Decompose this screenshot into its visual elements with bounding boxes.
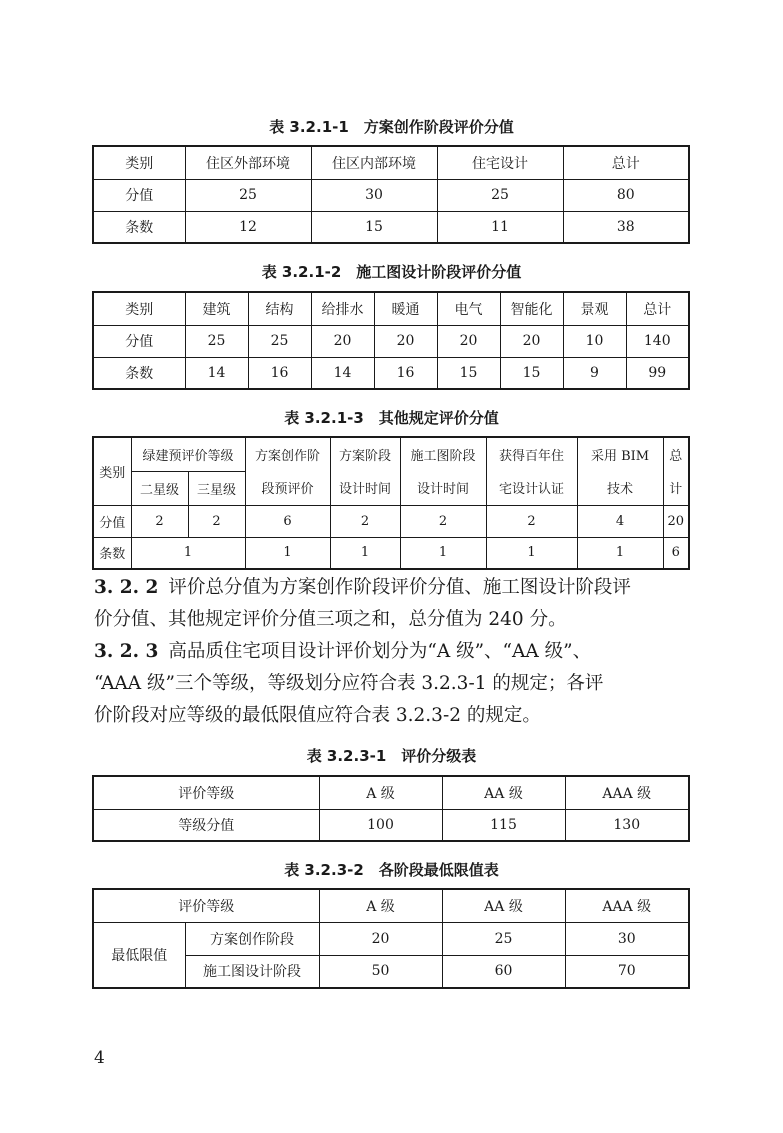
table-cell: 25 — [185, 179, 311, 211]
table-row — [93, 211, 689, 243]
paragraph-text: 高品质住宅项目设计评价划分为“A 级”、“AA 级”、 — [168, 641, 592, 662]
table-cell: 1 — [330, 537, 400, 569]
table-cell: 25 — [248, 325, 311, 357]
table-cell: 等级分值 — [93, 809, 319, 841]
table-cell: 25 — [437, 179, 563, 211]
table-3-2-1-2 — [92, 291, 690, 390]
table-row — [93, 505, 689, 537]
table-cell: 条数 — [93, 357, 185, 389]
table-3-2-3-1 — [92, 775, 690, 842]
table-header-cell: 住区内部环境 — [311, 146, 437, 179]
table-cell: 10 — [563, 325, 626, 357]
table-cell: 2 — [486, 505, 577, 537]
table-cell: 50 — [319, 955, 442, 988]
table-cell: 25 — [185, 325, 248, 357]
table-cell: 9 — [563, 357, 626, 389]
table-header-cell: 建筑 — [185, 292, 248, 325]
table-header-cell: 技术 — [577, 471, 663, 505]
table-header-cell: 电气 — [437, 292, 500, 325]
table-header-cell: 宅设计认证 — [486, 471, 577, 505]
table-cell: 60 — [442, 955, 565, 988]
paragraph-line: 价分值、其他规定评价分值三项之和，总分值为 240 分。 — [94, 609, 567, 630]
table-header-cell: 计 — [663, 471, 689, 505]
clause-number: 3. 2. 2 — [94, 577, 159, 598]
table-3-2-3-2-caption: 表 3.2.3-2 各阶段最低限值表 — [284, 861, 499, 879]
table-header-cell: A 级 — [319, 889, 442, 922]
table-cell: 条数 — [93, 211, 185, 243]
table-cell: 20 — [500, 325, 563, 357]
table-cell: 20 — [374, 325, 437, 357]
table-cell: 15 — [437, 357, 500, 389]
table-cell: 16 — [374, 357, 437, 389]
table-cell: 70 — [565, 955, 689, 988]
table-cell: 20 — [319, 922, 442, 955]
table-header-cell: 结构 — [248, 292, 311, 325]
table-cell: 2 — [131, 505, 188, 537]
table-3-2-1-2-caption: 表 3.2.1-2 施工图设计阶段评价分值 — [261, 263, 522, 281]
table-row — [93, 922, 689, 955]
table-header-cell: 设计时间 — [400, 471, 486, 505]
table-header-row — [93, 146, 689, 179]
table-cell: 12 — [185, 211, 311, 243]
table-cell: 130 — [565, 809, 689, 841]
table-3-2-1-3 — [92, 436, 690, 570]
table-cell: 38 — [563, 211, 689, 243]
table-cell: 分值 — [93, 179, 185, 211]
paragraph-line — [94, 572, 688, 604]
table-header-cell: 评价等级 — [93, 889, 319, 922]
table-cell: 15 — [311, 211, 437, 243]
table-cell: 施工图设计阶段 — [185, 955, 319, 988]
table-cell: 20 — [663, 505, 689, 537]
table-3-2-3-1-caption: 表 3.2.3-1 评价分级表 — [306, 747, 477, 765]
table-header-cell: 智能化 — [500, 292, 563, 325]
table-header-cell: A 级 — [319, 776, 442, 809]
table-header-cell: 评价等级 — [93, 776, 319, 809]
paragraph-line: “AAA 级”三个等级，等级划分应符合表 3.2.3-1 的规定；各评 — [94, 673, 604, 694]
table-cell: 11 — [437, 211, 563, 243]
table-header-cell: 总计 — [626, 292, 689, 325]
table-3-2-1-3-caption: 表 3.2.1-3 其他规定评价分值 — [284, 409, 499, 427]
table-3-2-1-1-caption: 表 3.2.1-1 方案创作阶段评价分值 — [269, 118, 514, 136]
paragraph-3-2-3 — [94, 636, 688, 732]
table-header-cell: 段预评价 — [245, 471, 330, 505]
table-header-cell: 方案创作阶 — [245, 437, 330, 471]
table-header-row — [93, 292, 689, 325]
paragraph-line — [94, 636, 688, 668]
page-number: 4 — [94, 1048, 105, 1068]
table-header-cell: 住区外部环境 — [185, 146, 311, 179]
table-cell: 30 — [565, 922, 689, 955]
table-row — [93, 179, 689, 211]
table-cell: 最低限值 — [93, 922, 185, 988]
table-3-2-3-2 — [92, 888, 690, 989]
table-cell: 80 — [563, 179, 689, 211]
table-3-2-1-1 — [92, 145, 690, 244]
table-header-cell: 采用 BIM — [577, 437, 663, 471]
table-header-cell: 类别 — [93, 292, 185, 325]
table-cell: 20 — [311, 325, 374, 357]
table-cell: 15 — [500, 357, 563, 389]
table-header-cell: 施工图阶段 — [400, 437, 486, 471]
table-cell: 6 — [663, 537, 689, 569]
table-header-cell: 类别 — [93, 146, 185, 179]
table-header-row — [93, 471, 689, 505]
table-header-cell: 暖通 — [374, 292, 437, 325]
table-header-row — [93, 437, 689, 471]
table-header-cell: 设计时间 — [330, 471, 400, 505]
table-cell: 方案创作阶段 — [185, 922, 319, 955]
table-header-cell: 总计 — [563, 146, 689, 179]
table-header-cell: 给排水 — [311, 292, 374, 325]
table-header-cell: 获得百年住 — [486, 437, 577, 471]
table-header-cell: 方案阶段 — [330, 437, 400, 471]
table-row — [93, 357, 689, 389]
table-cell: 分值 — [93, 325, 185, 357]
table-cell: 99 — [626, 357, 689, 389]
table-header-cell: AAA 级 — [565, 889, 689, 922]
table-cell: 25 — [442, 922, 565, 955]
table-cell: 2 — [400, 505, 486, 537]
table-cell: 条数 — [93, 537, 131, 569]
table-cell: 30 — [311, 179, 437, 211]
table-cell: 20 — [437, 325, 500, 357]
table-cell: 14 — [185, 357, 248, 389]
table-header-cell: 类别 — [93, 437, 131, 505]
table-row — [93, 537, 689, 569]
table-cell: 1 — [577, 537, 663, 569]
table-cell: 1 — [400, 537, 486, 569]
paragraph-3-2-2 — [94, 572, 688, 636]
table-cell: 100 — [319, 809, 442, 841]
table-header-cell: 住宅设计 — [437, 146, 563, 179]
paragraph-text: 评价总分值为方案创作阶段评价分值、施工图设计阶段评 — [168, 577, 631, 598]
table-cell: 4 — [577, 505, 663, 537]
table-row — [93, 809, 689, 841]
table-cell: 1 — [486, 537, 577, 569]
table-cell: 6 — [245, 505, 330, 537]
paragraph-line: 价阶段对应等级的最低限值应符合表 3.2.3-2 的规定。 — [94, 705, 541, 726]
table-cell: 2 — [188, 505, 245, 537]
table-header-cell: 景观 — [563, 292, 626, 325]
table-header-cell: 三星级 — [188, 471, 245, 505]
table-cell: 140 — [626, 325, 689, 357]
table-header-cell: 绿建预评价等级 — [131, 437, 245, 471]
table-header-row — [93, 889, 689, 922]
table-row — [93, 325, 689, 357]
table-cell: 分值 — [93, 505, 131, 537]
table-cell: 115 — [442, 809, 565, 841]
clause-number: 3. 2. 3 — [94, 641, 159, 662]
table-cell: 1 — [131, 537, 245, 569]
table-header-row — [93, 776, 689, 809]
table-cell: 14 — [311, 357, 374, 389]
table-cell: 1 — [245, 537, 330, 569]
table-header-cell: AA 级 — [442, 889, 565, 922]
table-cell: 16 — [248, 357, 311, 389]
table-header-cell: AAA 级 — [565, 776, 689, 809]
table-header-cell: 总 — [663, 437, 689, 471]
table-header-cell: AA 级 — [442, 776, 565, 809]
table-cell: 2 — [330, 505, 400, 537]
table-header-cell: 二星级 — [131, 471, 188, 505]
